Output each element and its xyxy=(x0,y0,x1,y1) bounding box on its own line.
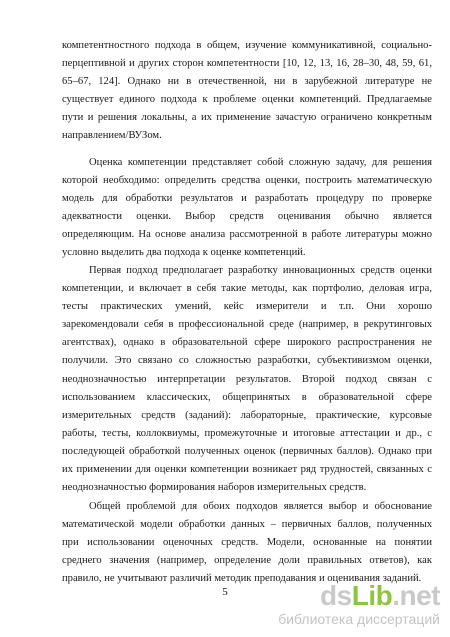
text-line: пути и решения локальны, а их применение зачастую ограничено конкретным xyxy=(62,112,432,124)
text-line: тесты практических умений, кейс измерители и т.п. Они хорошо xyxy=(62,301,432,313)
paragraph-2 xyxy=(62,154,432,263)
text-line: зарекомендовали себя в профессиональной среде (например, в рекрутинговых xyxy=(62,319,432,331)
text-line: неоднозначностью интерпретации результатов. Второй подход связан с xyxy=(62,373,432,385)
text-line: определяющим. На основе анализа рассмотренной в работе литературы можно xyxy=(62,229,432,241)
text-line: неоднозначностью формирования наборов измерительных средств. xyxy=(62,482,367,494)
text-line: модель для обработки результатов и разработать процедуру по проверке xyxy=(62,193,432,205)
text-line: правило, не учитывают различий методик преподавания и оценивания заданий. xyxy=(62,573,422,585)
text-line: адекватности оценки. Выбор средств оценивания обычно является xyxy=(62,211,432,223)
text-line: получили. Это связано со сложностью разработки, субъективизмом оценки, xyxy=(62,355,432,367)
text-line: перцептивной и других сторон компетентности [10, 12, 13, 16, 28–30, 48, 59, 61, xyxy=(62,58,432,70)
text-line: последующей обработкой полученных оценок (первичных баллов). Однако при xyxy=(62,445,432,457)
dslib-watermark xyxy=(278,582,440,627)
text-line: 65–67, 124]. Однако ни в отечественной, ни в зарубежной литературе не xyxy=(62,76,432,88)
text-line: которой необходимо: определить средства оценки, построить математическую xyxy=(62,175,432,187)
text-line: существует единого подхода к проблеме оценки компетенций. Предлагаемые xyxy=(62,94,432,106)
text-line: компетентностного подхода в общем, изучение коммуникативной, социально- xyxy=(62,40,432,51)
text-line: Первая подход предполагает разработку инновационных средств оценки xyxy=(89,265,432,276)
text-line: среднего значения (например, определение доли правильных ответов), как xyxy=(62,555,432,567)
text-line: агентствах), однако в образовательной сфере широкого распространения не xyxy=(62,337,432,349)
paragraph-3 xyxy=(62,262,432,497)
logo-ds: ds xyxy=(320,580,352,611)
dslib-logo xyxy=(278,582,440,610)
text-line: математической модели обработки данных – первичных баллов, полученных xyxy=(62,519,432,531)
logo-tld: .net xyxy=(392,580,440,611)
text-line: при использовании оценочных средств. Модели, основанные на понятии xyxy=(62,537,432,549)
page-number: 5 xyxy=(222,586,228,598)
text-line: компетенции, и включает в себя такие методы, как портфолио, деловая игра, xyxy=(62,283,432,295)
paragraph-4 xyxy=(62,498,432,588)
text-line: их применении для оценки компетенции возникает ряд трудностей, связанных с xyxy=(62,464,432,476)
logo-lib: Lib xyxy=(351,580,393,611)
watermark-subtitle: библиотека диссертаций xyxy=(278,611,440,627)
paragraph-1 xyxy=(62,37,432,146)
text-line: Общей проблемой для обоих подходов является выбор и обоснование xyxy=(89,501,432,512)
text-line: использованием классических, общепринятых в образовательной сфере xyxy=(62,391,432,403)
text-line: измерительных средств (заданий): лабораторные, практические, курсовые xyxy=(62,409,432,421)
text-line: Оценка компетенции представляет собой сложную задачу, для решения xyxy=(89,157,432,168)
text-line: работы, тесты, коллоквиумы, промежуточные и итоговые аттестации и др., с xyxy=(62,427,432,439)
text-line: условно выделить два подхода к оценке компетенций. xyxy=(62,247,306,259)
text-line: направлением/ВУЗом. xyxy=(62,130,162,142)
